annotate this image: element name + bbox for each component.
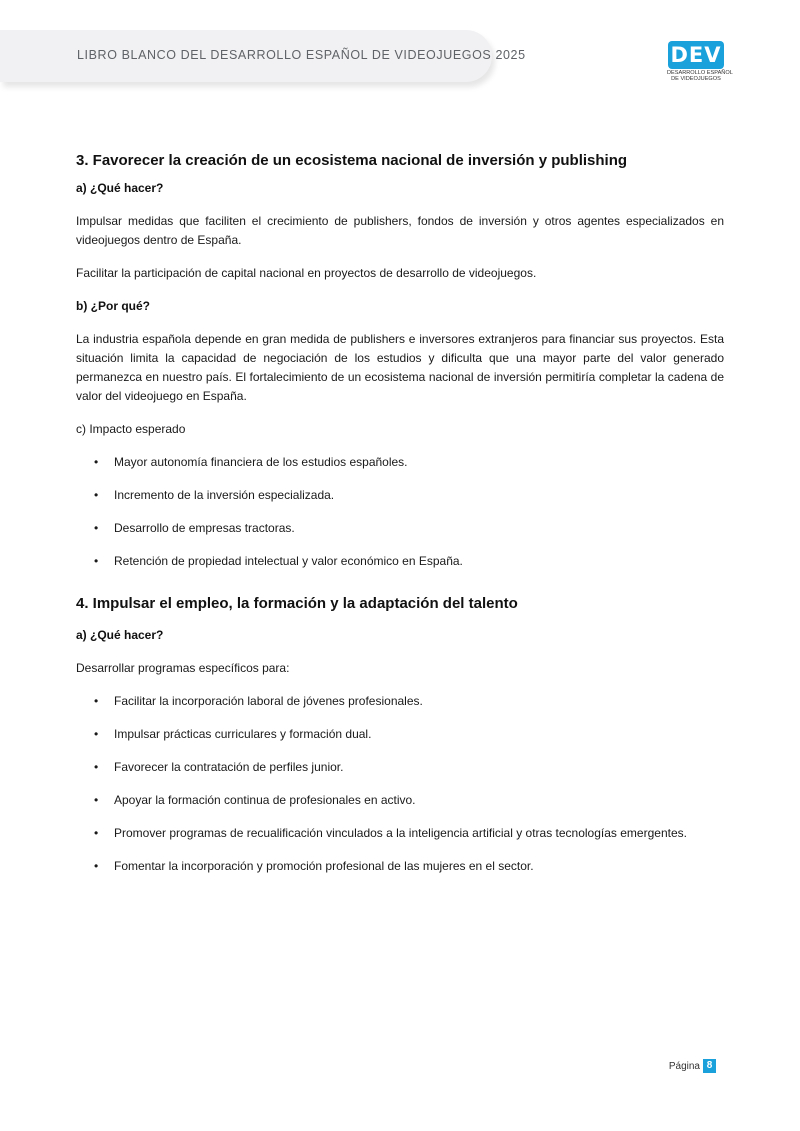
page-number: 8 xyxy=(703,1059,716,1073)
section-3-impact-list xyxy=(76,453,724,571)
list-item-text: Apoyar la formación continua de profesionales en activo. xyxy=(114,793,416,807)
list-item-text: Mayor autonomía financiera de los estudios españoles. xyxy=(114,455,408,469)
dev-logo xyxy=(667,41,733,83)
bullet-icon: • xyxy=(94,488,99,502)
list-item-text: Retención de propiedad intelectual y valor económico en España. xyxy=(114,554,463,568)
bullet-icon: • xyxy=(94,859,99,873)
bullet-icon: • xyxy=(94,694,99,708)
list-item xyxy=(76,552,724,571)
section-4-heading: 4. Impulsar el empleo, la formación y la adaptación del talento xyxy=(76,595,518,612)
list-item-text: Promover programas de recualificación vinculados a la inteligencia artificial y otras tecnologías emergentes. xyxy=(114,826,687,840)
bullet-icon: • xyxy=(94,760,99,774)
list-item-text: Favorecer la contratación de perfiles junior. xyxy=(114,760,344,774)
bullet-icon: • xyxy=(94,521,99,535)
list-item xyxy=(76,791,724,810)
bullet-icon: • xyxy=(94,826,99,840)
list-item-text: Fomentar la incorporación y promoción profesional de las mujeres en el sector. xyxy=(114,859,534,873)
bullet-icon: • xyxy=(94,793,99,807)
bullet-icon: • xyxy=(94,727,99,741)
page-content xyxy=(76,151,724,876)
section-3-a-paragraph-2: Facilitar la participación de capital nacional en proyectos de desarrollo de videojuegos. xyxy=(76,266,537,280)
list-item xyxy=(76,453,724,472)
logo-text-line1: DESARROLLO ESPAÑOL xyxy=(667,70,733,76)
logo-text-line2: DE VIDEOJUEGOS xyxy=(671,76,721,82)
section-3-b-heading: b) ¿Por qué? xyxy=(76,299,150,313)
list-item-text: Facilitar la incorporación laboral de jóvenes profesionales. xyxy=(114,694,423,708)
section-3-heading: 3. Favorecer la creación de un ecosistema nacional de inversión y publishing xyxy=(76,152,628,169)
list-item xyxy=(76,758,724,777)
logo-mark: DEV xyxy=(668,41,724,69)
section-3-a-heading: a) ¿Qué hacer? xyxy=(76,181,164,195)
list-item-text: Desarrollo de empresas tractoras. xyxy=(114,521,295,535)
document-title: LIBRO BLANCO DEL DESARROLLO ESPAÑOL DE VIDEOJUEGOS 2025 xyxy=(77,48,526,62)
list-item xyxy=(76,692,724,711)
list-item-text: Impulsar prácticas curriculares y formación dual. xyxy=(114,727,372,741)
bullet-icon: • xyxy=(94,554,99,568)
section-3-c-heading: c) Impacto esperado xyxy=(76,422,186,436)
page-label: Página xyxy=(668,1060,700,1072)
list-item-text: Incremento de la inversión especializada. xyxy=(114,488,335,502)
section-4-a-intro: Desarrollar programas específicos para: xyxy=(76,661,290,675)
list-item xyxy=(76,725,724,744)
page-footer xyxy=(669,1059,716,1073)
section-3-b-paragraph: La industria española depende en gran medida de publishers e inversores extranjeros para financiar sus proyectos. Esta situación limita la capacidad de negociación de los estudios y dificulta que una mayor parte del valor generado permanezca en nuestro país. El fortalecimiento de un ecosistema nacional de inversión permitiría completar la cadena de valor del videojuego en España. xyxy=(76,332,724,403)
section-4-program-list xyxy=(76,692,724,876)
list-item xyxy=(76,519,724,538)
section-4-a-heading: a) ¿Qué hacer? xyxy=(76,628,164,642)
list-item xyxy=(76,857,724,876)
section-3-a-paragraph-1: Impulsar medidas que faciliten el crecimiento de publishers, fondos de inversión y otros agentes especializados en videojuegos dentro de España. xyxy=(76,214,724,247)
bullet-icon: • xyxy=(94,455,99,469)
list-item xyxy=(76,824,724,843)
list-item xyxy=(76,486,724,505)
